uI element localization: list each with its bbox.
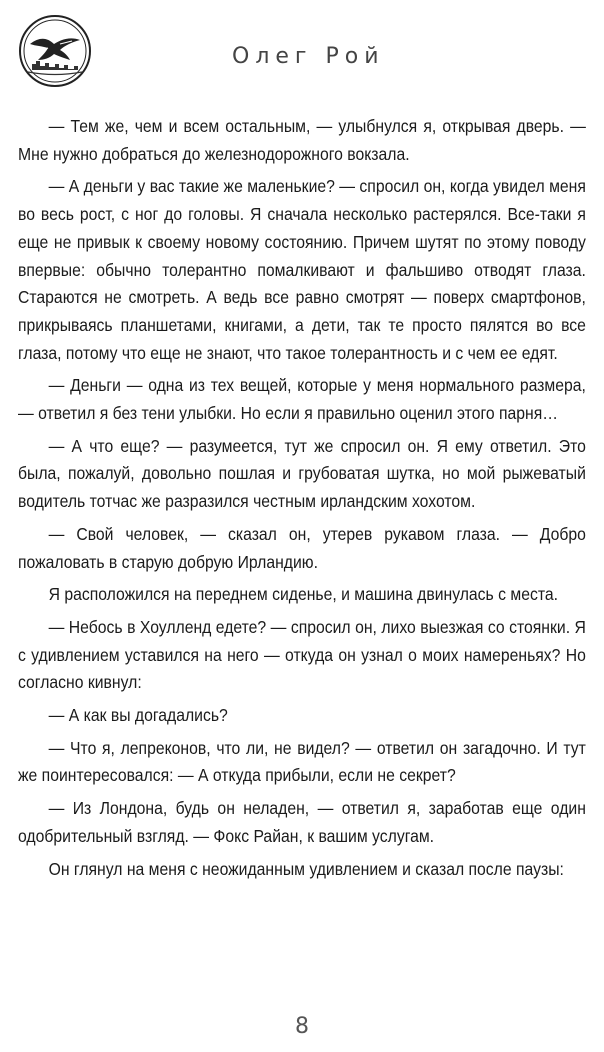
paragraph: — А деньги у вас такие же маленькие? — спросил он, когда увидел меня во весь рост, с ног до головы. Я сначала несколько растерялся. Все-таки я еще не привык к своему новому состоянию. Причем шутят по этому поводу впервые: обычно толерантно помалкивают и фальшиво отводят глаза. Стараются не смотреть. А ведь все равно смотрят — поверх смартфонов, прикрываясь планшетами, книгами, а дети, так те просто пялятся во все глаза, потому что еще не знают, что такое толерантность и с чем ее едят. [18, 176, 586, 363]
paragraph: — Свой человек, — сказал он, утерев рукавом глаза. — Добро пожаловать в старую добрую Ирландию. [18, 523, 586, 572]
paragraph: — Что я, лепреконов, что ли, не видел? — ответил он загадочно. И тут же поинтересовался: — А откуда прибыли, если не секрет? [18, 737, 586, 786]
paragraph: — Тем же, чем и всем остальным, — улыбнулся я, открывая дверь. — Мне нужно добраться до железнодорожного вокзала. [18, 116, 586, 164]
paragraph: — Деньги — одна из тех вещей, которые у меня нормального размера, — ответил я без тени улыбки. Но если я правильно оценил этого парня… [18, 375, 586, 424]
body-text [18, 113, 586, 888]
paragraph: Он глянул на меня с неожиданным удивлением и сказал после паузы: [48, 858, 564, 879]
running-header-author: Олег Рой [232, 44, 385, 69]
paragraph: — Небось в Хоулленд едете? — спросил он, лихо выезжая со стоянки. Я с удивлением уставился на него — откуда он узнал о моих намереньях? Но согласно кивнул: [18, 616, 586, 693]
paragraph: — Из Лондона, будь он неладен, — ответил я, заработав еще один одобрительный взгляд. — Фокс Райан, к вашим услугам. [18, 798, 586, 846]
paragraph: — А как вы догадались? [48, 705, 228, 726]
page-number: 8 [295, 1014, 309, 1039]
paragraph: Я расположился на переднем сиденье, и машина двинулась с места. [48, 584, 559, 605]
paragraph: — А что еще? — разумеется, тут же спросил он. Я ему ответил. Это была, пожалуй, довольно пошлая и грубоватая шутка, но мой рыжеватый водитель тотчас же разразился честным ирландским хохотом. [18, 435, 586, 512]
swallow-emblem-icon [18, 14, 92, 88]
